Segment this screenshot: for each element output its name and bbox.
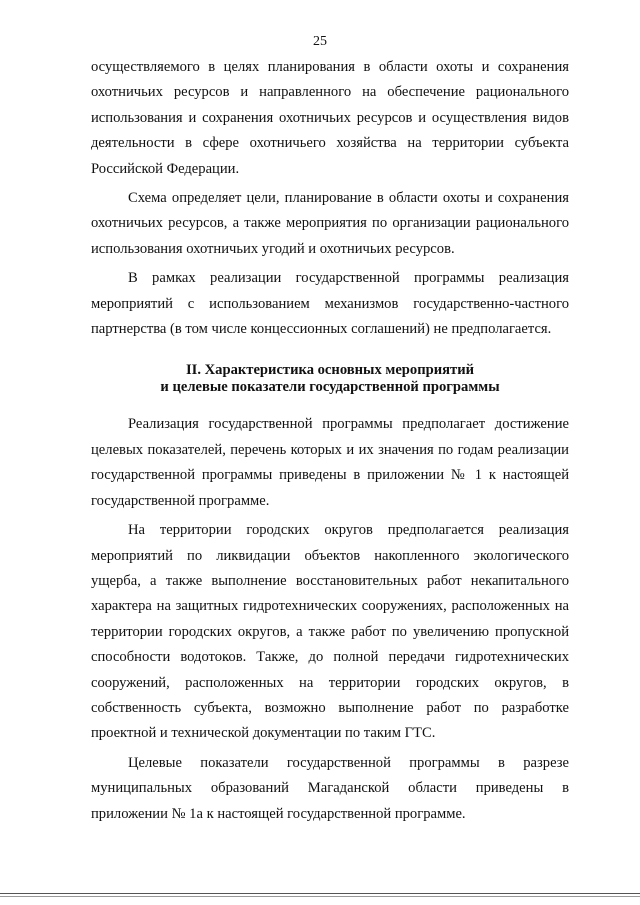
paragraph-scheme: Схема определяет цели, планирование в области охоты и сохранения охотничьих ресурсов, а также мероприятия по организации рационального использования охотничьих угодий и охотничьих ресурсов.	[91, 190, 569, 257]
bottom-scan-edge	[0, 893, 640, 894]
page-number: 25	[313, 34, 327, 49]
section-heading-line-2: и целевые показатели государственной программы	[160, 379, 500, 396]
paragraph-city-districts: На территории городских округов предполагается реализация мероприятий по ликвидации объектов накопленного экологического ущерба, а также выполнение восстановительных работ некапитального характера на защитных гидротехнических сооружениях, расположенных на территории городских округов, а также работ по увеличению пропускной способности водотоков. Также, до полной передачи гидротехнических сооружений, расположенных на территории городских округов, в собственность субъекта, возможно выполнение работ по разработке проектной и технической документации по таким ГТС.	[91, 522, 569, 742]
document-body	[91, 55, 569, 831]
section-heading-line-1: II. Характеристика основных мероприятий	[185, 362, 475, 379]
paragraph-municipal-targets: Целевые показатели государственной программы в разрезе муниципальных образований Магаданской области приведены в приложении № 1а к настоящей государственной программе.	[91, 754, 569, 822]
paragraph-continuation: осуществляемого в целях планирования в области охоты и сохранения охотничьих ресурсов и направленного на обеспечение рационального использования и сохранения охотничьих ресурсов и осуществления видов деятельности в сфере охотничьего хозяйства на территории субъекта Российской Федерации.	[91, 59, 569, 177]
paragraph-partnership: В рамках реализации государственной программы реализация мероприятий с использованием механизмов государственно-частного партнерства (в том числе концессионных соглашений) не предполагается.	[91, 270, 569, 338]
section-heading	[91, 362, 569, 396]
paragraph-targets: Реализация государственной программы предполагает достижение целевых показателей, перечень которых и их значения по годам реализации государственной программы приведены в приложении № 1 к настоящей государственной программе.	[91, 416, 569, 509]
bottom-scan-edge-secondary	[0, 896, 640, 897]
